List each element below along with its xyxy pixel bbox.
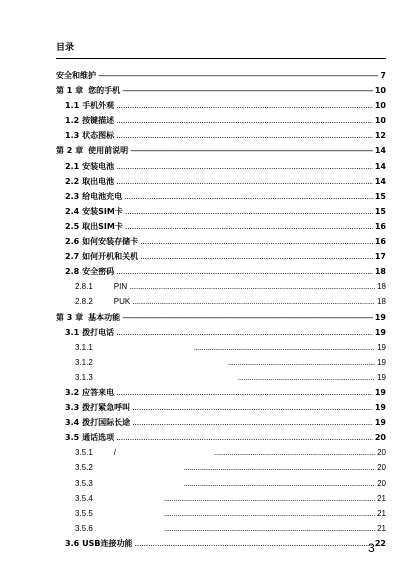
toc-entry-page: 10 (374, 116, 386, 126)
toc-entry-title: 取出SIM卡 (82, 221, 123, 231)
toc-entry-page: 12 (374, 131, 386, 141)
toc-entry-number: 2.8.2 (75, 297, 93, 307)
toc-entry[interactable] (56, 159, 386, 174)
toc-entry-page: 19 (374, 312, 386, 322)
toc-entry-page: 19 (377, 372, 386, 382)
toc-entry[interactable] (56, 219, 386, 234)
toc-entry-page: 7 (380, 71, 386, 80)
toc-leader (116, 264, 373, 279)
toc-leader (125, 219, 373, 234)
toc-entry[interactable] (56, 189, 386, 204)
toc-leader (116, 174, 373, 189)
toc-leader (140, 234, 373, 249)
toc-leader (164, 491, 375, 506)
toc-entry-page: 20 (374, 433, 386, 443)
toc-entry-title: 安全和维护 (56, 71, 96, 80)
toc-entry-page: 19 (377, 357, 386, 367)
toc-entry[interactable] (56, 536, 386, 551)
toc-entry[interactable] (56, 113, 386, 128)
toc-entry[interactable] (56, 476, 386, 491)
toc-entry[interactable] (56, 98, 386, 113)
toc-entry-number: 第 2 章 (56, 146, 84, 156)
toc-entry[interactable] (56, 460, 386, 475)
toc-entry-title: 如何开机和关机 (82, 252, 139, 262)
toc-leader (132, 400, 373, 415)
toc-entry-page: 20 (377, 448, 386, 458)
toc-entry-title: 手机外观 (82, 101, 115, 111)
toc-entry-title: 您的手机 (88, 86, 121, 96)
toc-leader (122, 83, 373, 98)
toc-entry[interactable] (56, 430, 386, 445)
toc-entry[interactable] (56, 128, 386, 143)
toc-entry[interactable] (56, 385, 386, 400)
toc-entry[interactable] (56, 340, 386, 355)
toc-leader (135, 536, 373, 551)
toc-entry-title: USB连接功能 (82, 538, 133, 548)
toc-entry-number: 2.8 (65, 267, 80, 277)
toc-entry[interactable] (56, 204, 386, 219)
toc-entry-title: PIN (113, 282, 128, 292)
toc-entry-page: 16 (374, 221, 386, 231)
toc-leader (116, 430, 373, 445)
toc-entry-number: 3.5 (65, 433, 80, 443)
toc-entry-page: 21 (377, 523, 386, 533)
toc-entry[interactable] (56, 415, 386, 430)
toc-entry-page: 19 (374, 418, 386, 428)
toc-leader (238, 370, 375, 385)
toc-entry-title: 给电池充电 (82, 191, 123, 201)
toc-leader (124, 189, 373, 204)
toc-leader (184, 476, 375, 491)
toc-leader (130, 143, 373, 158)
toc-entry-page: 19 (374, 387, 386, 397)
toc-leader (116, 385, 373, 400)
toc-entry-number: 2.3 (65, 191, 80, 201)
toc-entry-title: 拨打紧急呼叫 (82, 403, 131, 413)
toc-entry[interactable] (56, 294, 386, 309)
toc-leader (140, 249, 373, 264)
toc-entry-title: 基本功能 (88, 312, 121, 322)
toc-entry-number: 3.5.1 (75, 448, 93, 458)
toc-entry-title: 安全密码 (82, 267, 115, 277)
toc-entry-number: 3.1.1 (75, 342, 93, 352)
toc-entry-page: 18 (377, 282, 386, 292)
toc-entry-title: 使用前说明 (88, 146, 129, 156)
toc-entry-page: 19 (374, 403, 386, 413)
toc-entry-number: 3.5.5 (75, 508, 93, 518)
toc-leader (116, 159, 373, 174)
toc-entry[interactable] (56, 143, 386, 158)
toc-entry-page: 10 (374, 101, 386, 111)
title-divider (56, 58, 386, 59)
toc-leader (98, 68, 378, 83)
toc-entry-page: 14 (374, 176, 386, 186)
toc-entry-number: 2.4 (65, 206, 80, 216)
toc-entry-number: 3.1.3 (75, 372, 93, 382)
toc-leader (125, 204, 373, 219)
toc-entry-number: 2.8.1 (75, 282, 93, 292)
toc-leader (194, 340, 375, 355)
toc-entry-number: 3.1.2 (75, 357, 93, 367)
toc-entry[interactable] (56, 279, 386, 294)
toc-entry-number: 3.4 (65, 418, 80, 428)
toc-leader (122, 310, 373, 325)
toc-entry-number: 1.1 (65, 101, 80, 111)
toc-entry-number: 1.2 (65, 116, 80, 126)
toc-entry-page: 22 (374, 538, 386, 548)
toc-leader (132, 294, 375, 309)
table-of-contents (56, 68, 386, 551)
toc-leader (116, 98, 373, 113)
toc-entry-number: 3.6 (65, 538, 80, 548)
toc-leader (132, 415, 373, 430)
toc-entry-page: 21 (377, 493, 386, 503)
toc-entry[interactable] (56, 445, 386, 460)
toc-entry-title: PUK (113, 297, 131, 307)
toc-leader (164, 506, 375, 521)
toc-entry-number: 3.5.3 (75, 478, 93, 488)
toc-entry[interactable] (56, 234, 386, 249)
toc-entry-title: / (113, 448, 117, 458)
toc-entry-page: 20 (377, 463, 386, 473)
toc-entry[interactable] (56, 68, 386, 83)
toc-leader (129, 279, 375, 294)
toc-entry-title: 应答来电 (82, 387, 115, 397)
toc-entry-title: 安装SIM卡 (82, 206, 123, 216)
toc-entry[interactable] (56, 310, 386, 325)
toc-leader (164, 521, 375, 536)
toc-entry-number: 3.5.4 (75, 493, 93, 503)
toc-leader (214, 445, 375, 460)
toc-entry-number: 3.5.2 (75, 463, 93, 473)
toc-entry-number: 1.3 (65, 131, 80, 141)
toc-entry-page: 14 (374, 146, 386, 156)
toc-entry-number: 3.1 (65, 327, 80, 337)
toc-entry[interactable] (56, 370, 386, 385)
toc-entry[interactable] (56, 355, 386, 370)
toc-entry-page: 20 (377, 478, 386, 488)
toc-leader (116, 128, 373, 143)
toc-entry-title: 拨打国际长途 (82, 418, 131, 428)
toc-entry-number: 2.7 (65, 252, 80, 262)
toc-entry[interactable] (56, 521, 386, 536)
toc-entry-page: 10 (374, 86, 386, 96)
toc-entry-page: 19 (374, 327, 386, 337)
toc-entry-number: 2.6 (65, 237, 80, 247)
toc-entry-page: 18 (377, 297, 386, 307)
toc-entry[interactable] (56, 400, 386, 415)
toc-leader (116, 325, 373, 340)
toc-entry-title: 如何安装存储卡 (82, 237, 139, 247)
toc-entry-title: 状态图标 (82, 131, 115, 141)
toc-entry-title: 按键描述 (82, 116, 115, 126)
toc-entry-number: 3.3 (65, 403, 80, 413)
page-title: 目录 (56, 43, 75, 53)
toc-entry-page: 15 (374, 191, 386, 201)
toc-entry[interactable] (56, 506, 386, 521)
page-number: 3 (368, 541, 375, 555)
toc-entry-page: 17 (374, 252, 386, 262)
toc-entry[interactable] (56, 325, 386, 340)
toc-entry[interactable] (56, 83, 386, 98)
toc-leader (184, 460, 375, 475)
toc-entry-number: 第 1 章 (56, 86, 84, 96)
toc-entry-page: 18 (374, 267, 386, 277)
toc-entry[interactable] (56, 264, 386, 279)
toc-entry-page: 15 (374, 206, 386, 216)
toc-entry-number: 2.2 (65, 176, 80, 186)
toc-entry-title: 取出电池 (82, 176, 115, 186)
toc-entry[interactable] (56, 174, 386, 189)
toc-entry-number: 3.2 (65, 387, 80, 397)
toc-leader (228, 355, 375, 370)
toc-entry-number: 第 3 章 (56, 312, 84, 322)
toc-entry-page: 21 (377, 508, 386, 518)
toc-entry[interactable] (56, 491, 386, 506)
toc-entry-number: 3.5.6 (75, 523, 93, 533)
toc-entry[interactable] (56, 249, 386, 264)
toc-entry-title: 安装电池 (82, 161, 115, 171)
toc-entry-page: 14 (374, 161, 386, 171)
toc-entry-number: 2.1 (65, 161, 80, 171)
toc-entry-title: 通话选项 (82, 433, 115, 443)
toc-entry-page: 16 (374, 237, 386, 247)
toc-leader (116, 113, 373, 128)
toc-entry-title: 拨打电话 (82, 327, 115, 337)
toc-entry-page: 19 (377, 342, 386, 352)
toc-entry-number: 2.5 (65, 221, 80, 231)
